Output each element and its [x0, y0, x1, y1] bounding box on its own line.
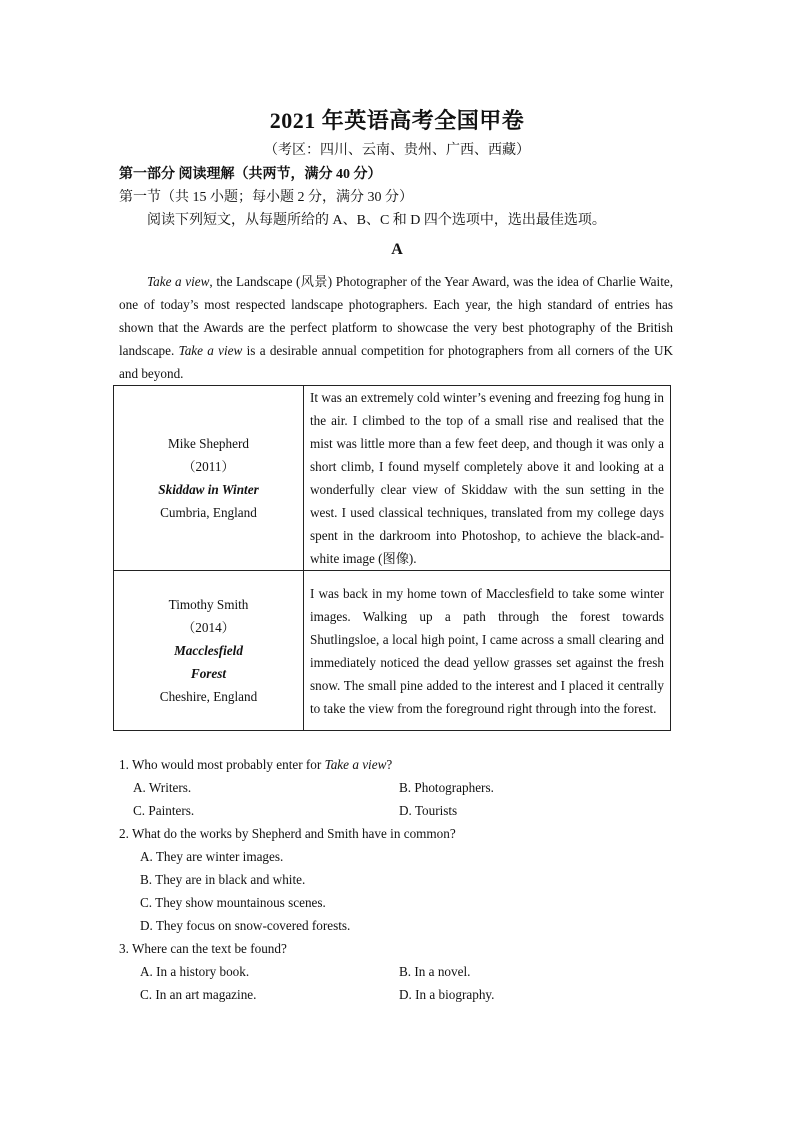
work-description: I was back in my home town of Macclesfield to take some winter images. Walking up a path through the forest towards Shutlingsloe, a local high point, I came across a small clearing and immediately noticed the dead yellow grasses set against the fresh snow. The small pine added to the interest and I placed it centrally to take the view from the foreground right through into the forest.: [304, 571, 671, 731]
option-1c: C. Painters.: [133, 803, 195, 818]
option-2a: A. They are winter images.: [140, 849, 284, 864]
option-2b: B. They are in black and white.: [140, 872, 306, 887]
option-3d: D. In a biography.: [399, 987, 495, 1002]
passage-paragraph: [119, 270, 673, 385]
work-location: Cheshire, England: [159, 689, 258, 704]
photographer-name: Mike Shepherd: [168, 436, 249, 451]
option-2d: D. They focus on snow-covered forests.: [140, 918, 351, 933]
option-3a: A. In a history book.: [140, 964, 250, 979]
passage-intro: [119, 270, 673, 385]
work-year: （2014）: [182, 620, 235, 635]
italic-title: Take a view: [147, 274, 210, 289]
question-3: 3. Where can the text be found?: [119, 941, 287, 956]
page-subtitle: （考区：四川、云南、贵州、广西、西藏）: [264, 143, 530, 158]
passage-text: is a desirable annual competition for photographers from all corners of the UK and beyond.: [119, 343, 673, 381]
passage-text: , the Landscape (风景) Photographer of the Year Award, was the idea of Charlie Waite, one of today’s most respected landscape photographers. Each year, the high standard of entries has shown that the Awards are the perfect platform to showcase the very best photography of the British landscape.: [119, 274, 674, 358]
work-info-cell: [114, 571, 304, 731]
section-line: 第一节（共 15 小题；每小题 2 分，满分 30 分）: [119, 190, 413, 205]
italic-title: Take a view: [178, 343, 243, 358]
question-text: 1. Who would most probably enter for: [119, 757, 325, 772]
question-2: 2. What do the works by Shepherd and Smith have in common?: [119, 826, 456, 841]
work-year: （2011）: [182, 459, 235, 474]
question-1: [119, 757, 392, 773]
table-row: [114, 571, 671, 731]
work-title: Macclesfield Forest: [174, 643, 243, 681]
question-italic: Take a view: [324, 757, 387, 772]
question-text: ?: [386, 757, 393, 772]
passage-label: A: [391, 241, 403, 258]
option-2c: C. They show mountainous scenes.: [140, 895, 326, 910]
part-heading: 第一部分 阅读理解（共两节，满分 40 分）: [119, 167, 382, 182]
option-3b: B. In a novel.: [399, 964, 471, 979]
option-1d: D. Tourists: [399, 803, 458, 818]
instruction: 阅读下列短文，从每题所给的 A、B、C 和 D 四个选项中，选出最佳选项。: [147, 213, 606, 228]
option-3c: C. In an art magazine.: [140, 987, 257, 1002]
table-row: [114, 386, 671, 571]
option-1a: A. Writers.: [133, 780, 192, 795]
work-location: Cumbria, England: [160, 505, 257, 520]
works-table: [113, 385, 671, 731]
page-title: 2021 年英语高考全国甲卷: [269, 108, 525, 133]
work-description: It was an extremely cold winter’s evening and freezing fog hung in the air. I climbed to the top of a small rise and realised that the mist was little more than a few feet deep, and though it was only a short climb, I found myself completely above it and looking at a wonderfully clear view of Skiddaw with the sun setting in the west. I used classical techniques, translated from my college days spent in the darkroom into Photoshop, to achieve the black-and-white image (图像).: [304, 386, 671, 571]
work-info-cell: [114, 386, 304, 571]
work-title: Skiddaw in Winter: [158, 482, 259, 497]
option-1b: B. Photographers.: [399, 780, 494, 795]
photographer-name: Timothy Smith: [168, 597, 249, 612]
